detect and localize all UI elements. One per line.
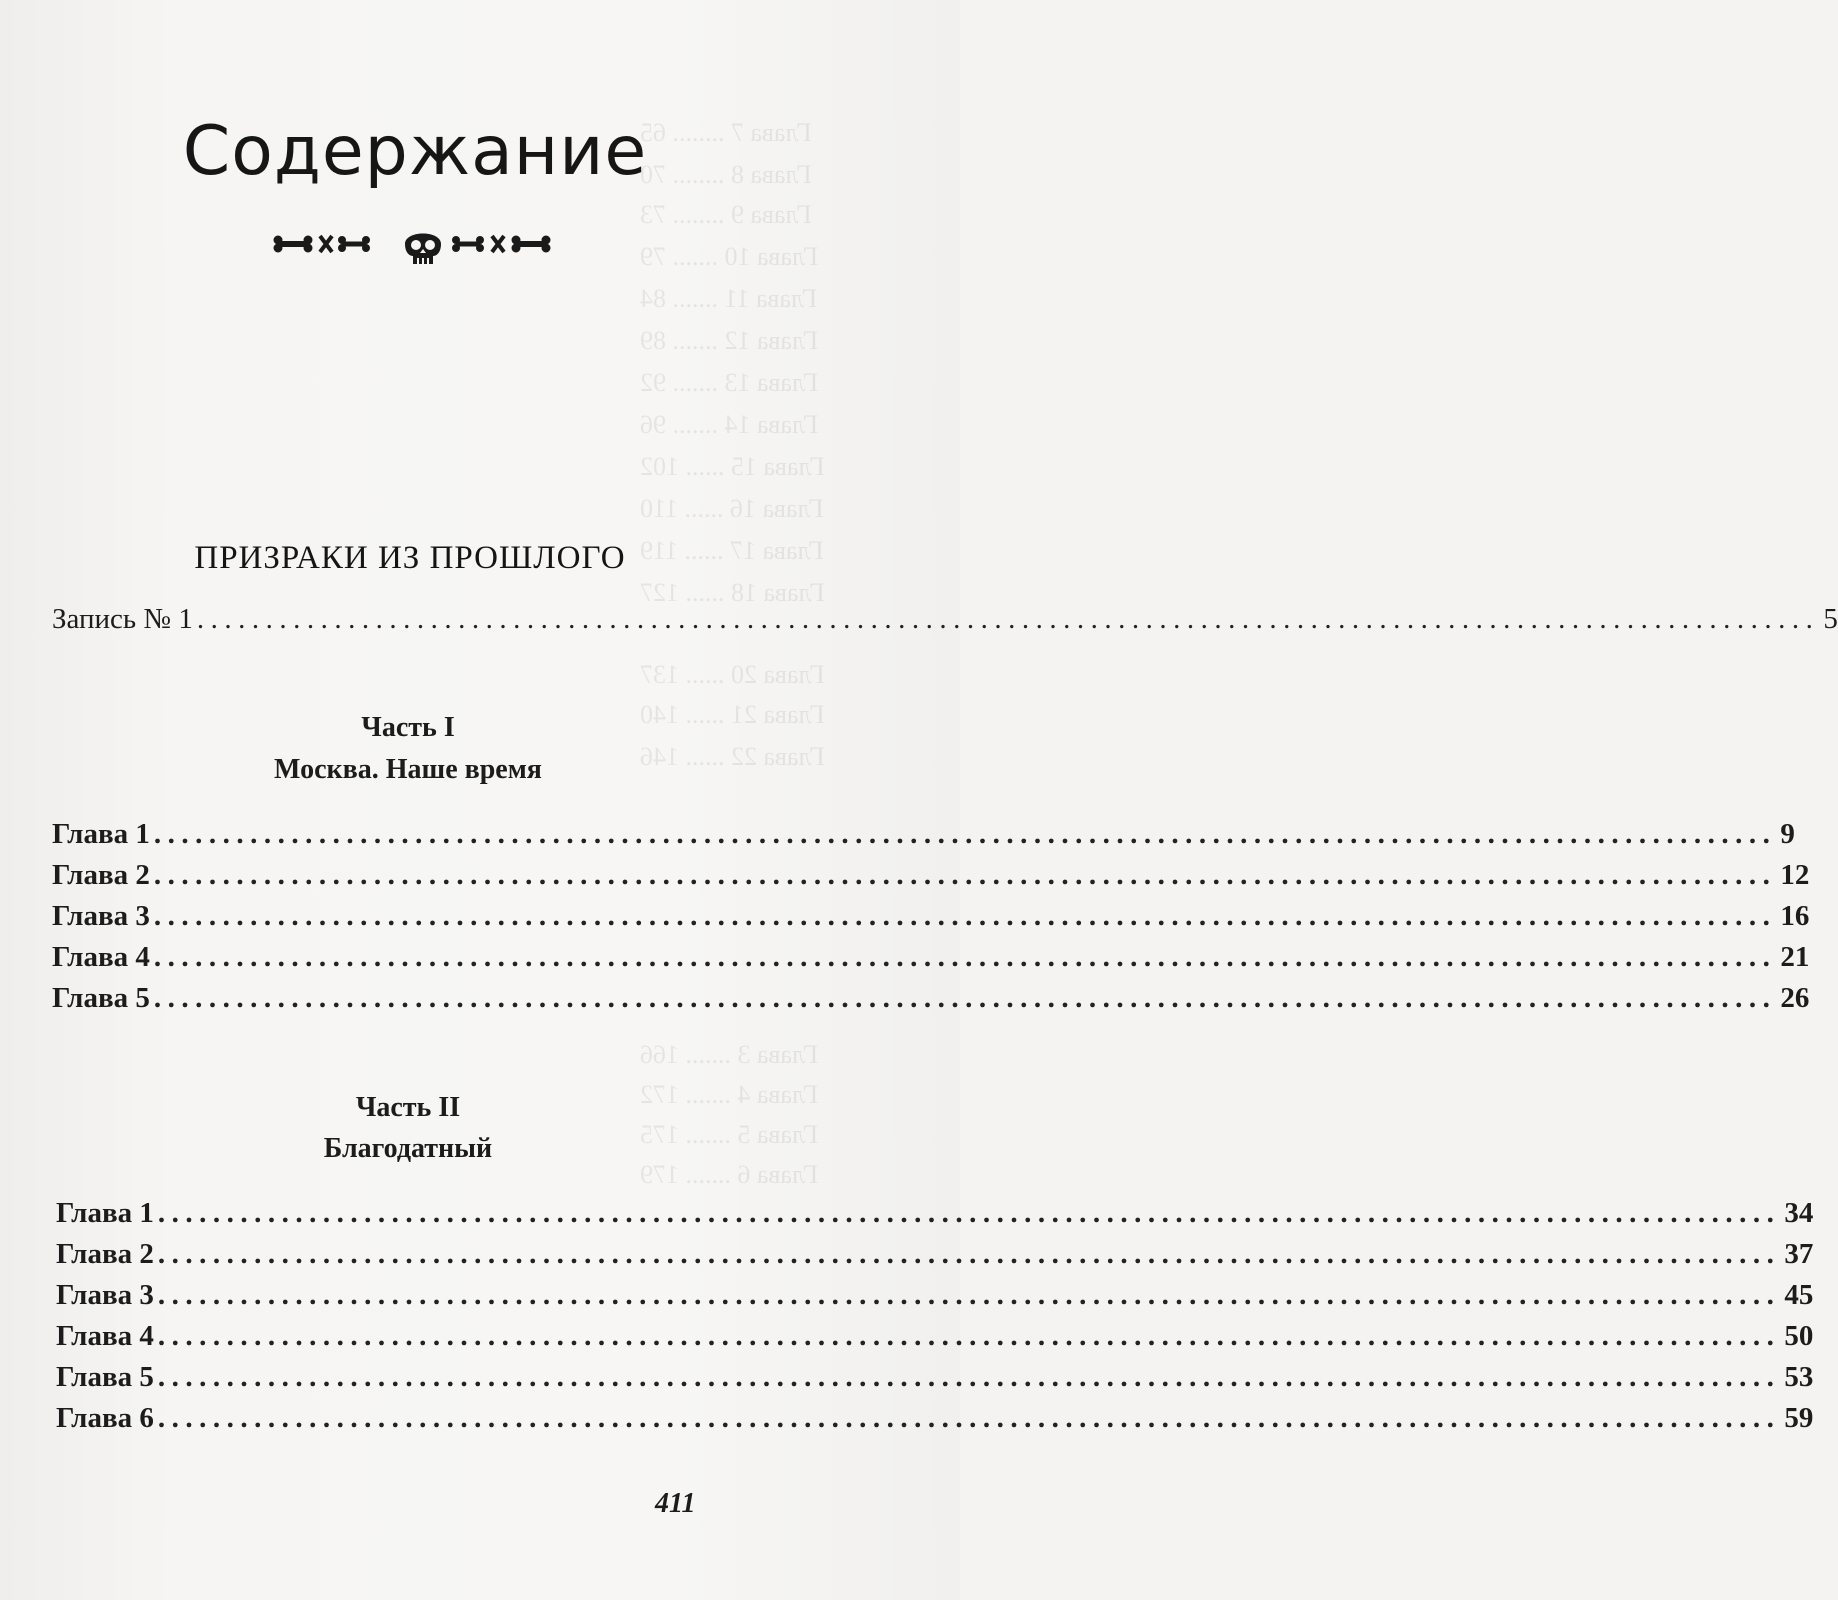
toc-entry-part1-ch4[interactable] [52, 941, 1810, 981]
dot-leader: ...................................................................................................................... [157, 1402, 1781, 1434]
toc-entry-part2-ch2[interactable] [56, 1238, 1814, 1278]
dot-leader: ...................................................................................................................... [153, 982, 1777, 1014]
part-2-subtitle: Благодатный [323, 1133, 493, 1164]
toc-entry-page: 5 [1823, 603, 1838, 635]
toc-entry-page: 34 [1784, 1197, 1814, 1229]
book-title: ПРИЗРАКИ ИЗ ПРОШЛОГО [194, 540, 626, 576]
dot-leader: ...................................................................................................................... [157, 1279, 1781, 1311]
toc-entry-page: 45 [1784, 1279, 1814, 1311]
toc-entry-page: 53 [1784, 1361, 1814, 1393]
page-number: 411 [655, 1488, 696, 1519]
toc-entry-page: 21 [1780, 941, 1810, 973]
toc-entry-page: 50 [1784, 1320, 1814, 1352]
toc-entry-label: Глава 1 [56, 1197, 154, 1229]
toc-entry-intro[interactable] [52, 603, 1838, 643]
part-2-heading: Часть II [355, 1092, 461, 1123]
toc-entry-label: Глава 4 [56, 1320, 154, 1352]
toc-entry-label: Глава 2 [52, 859, 150, 891]
dot-leader: ...................................................................................................................... [157, 1320, 1781, 1352]
dot-leader: ...................................................................................................................... [153, 941, 1777, 973]
toc-entry-label: Глава 3 [52, 900, 150, 932]
toc-entry-part2-ch6[interactable] [56, 1402, 1814, 1442]
toc-entry-label: Глава 3 [56, 1279, 154, 1311]
dot-leader: ...................................................................................................................... [196, 603, 1820, 635]
dot-leader: ...................................................................................................................... [157, 1238, 1781, 1270]
toc-entry-part2-ch5[interactable] [56, 1361, 1814, 1401]
toc-entry-label: Глава 5 [52, 982, 150, 1014]
dot-leader: ...................................................................................................................... [153, 900, 1777, 932]
toc-entry-part1-ch2[interactable] [52, 859, 1810, 899]
bones-and-skull-icon [270, 222, 560, 272]
toc-entry-part1-ch3[interactable] [52, 900, 1810, 940]
toc-entry-label: Глава 1 [52, 818, 150, 850]
toc-entry-page: 59 [1784, 1402, 1814, 1434]
toc-entry-label: Глава 2 [56, 1238, 154, 1270]
dot-leader: ...................................................................................................................... [153, 859, 1777, 891]
toc-entry-page: 12 [1780, 859, 1810, 891]
part-1-subtitle: Москва. Наше время [274, 754, 542, 785]
toc-entry-part2-ch3[interactable] [56, 1279, 1814, 1319]
toc-entry-label: Глава 6 [56, 1402, 154, 1434]
toc-entry-label: Запись № 1 [52, 603, 193, 635]
toc-entry-page: 37 [1784, 1238, 1814, 1270]
dot-leader: ...................................................................................................................... [153, 818, 1777, 850]
toc-entry-page: 9 [1780, 818, 1795, 850]
toc-entry-page: 26 [1780, 982, 1810, 1014]
toc-entry-part2-ch1[interactable] [56, 1197, 1814, 1237]
toc-entry-page: 16 [1780, 900, 1810, 932]
part-1-heading: Часть I [361, 712, 455, 743]
dot-leader: ...................................................................................................................... [157, 1197, 1781, 1229]
toc-entry-part1-ch1[interactable] [52, 818, 1795, 858]
page-title: Содержание [182, 112, 648, 191]
toc-entry-label: Глава 5 [56, 1361, 154, 1393]
book-page: Глава 7 ........ 65 Глава 8 ........ 70 Глава 9 ........ 73 Глава 10 ....... 79 Глава 11 ....... 84 Глава 12 ....... 89 Глава 13 ....... 92 Глава 14 ....... 96 Глава 15 ...... 102 Глава 16 ...... 110 Глава 17 ...... 119 Глава 18 ...... 127 Глава 20 ...... 137 Глава 21 ...... 140 Глава 22 ...... 146 Глава 3 ....... 166 Глава 4 ....... 172 Глава 5 ....... 175 Глава 6 ....... 179 Содержание ПРИЗРАКИ ИЗ ПРОШЛОГО Запись № 1 ...................................................................................................................... 5 Часть I Москва. Наше время Глава 1 ...................................................................................................................... 9 Глава 2 ...................................................................................................................... 12 Глава 3 ...................................................................................................................... 16 Глава 4 ...................................................................................................................... 21 Глава 5 ...................................................................................................................... 26 Часть II Благодатный Глава 1 ...................................................................................................................... 34 Глава 2 ...................................................................................................................... 37 Глава 3 ...................................................................................................................... 45 Глава 4 ...................................................................................................................... 50 Глава 5 ...................................................................................................................... 53 Глава 6 ...................................................................................................................... 59 411 [0, 0, 960, 1600]
dot-leader: ...................................................................................................................... [157, 1361, 1781, 1393]
toc-entry-part1-ch5[interactable] [52, 982, 1810, 1022]
toc-entry-label: Глава 4 [52, 941, 150, 973]
toc-entry-part2-ch4[interactable] [56, 1320, 1814, 1360]
